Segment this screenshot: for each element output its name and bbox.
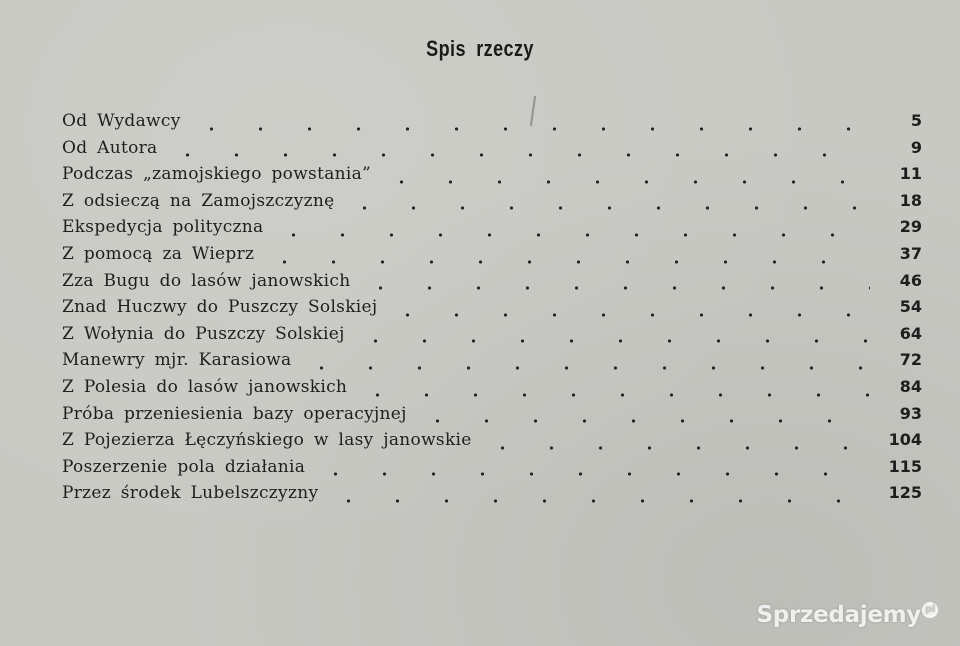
toc-entry: [62, 454, 922, 481]
toc-entry: [62, 241, 922, 268]
toc-dot-leader: [356, 271, 870, 291]
toc-entry-title: Z Wołynia do Puszczy Solskiej: [62, 323, 345, 344]
toc-page-number: 37: [899, 243, 922, 263]
toc-dot-leader: [413, 404, 870, 424]
toc-entry: [62, 268, 922, 295]
toc-page-number: 84: [899, 376, 922, 396]
toc-page-number: 29: [899, 217, 922, 237]
toc-entry-title: Z pomocą za Wieprz: [62, 243, 255, 264]
toc-dot-leader: [163, 138, 870, 158]
toc-dot-leader: [353, 378, 870, 398]
watermark-badge: pl: [922, 602, 938, 618]
toc-entry-title: Podczas „zamojskiego powstania”: [62, 164, 372, 185]
toc-entry-title: Z Pojezierza Łęczyńskiego w lasy janowskie: [62, 430, 472, 451]
toc-dot-leader: [377, 165, 870, 185]
toc-entry: [62, 347, 922, 374]
toc-entry-title: Z odsieczą na Zamojszczyznę: [62, 190, 335, 211]
toc-entry: [62, 214, 922, 241]
toc-entry-title: Od Wydawcy: [62, 111, 181, 131]
toc-page-number: 46: [899, 270, 922, 290]
toc-entry-title: Znad Huczwy do Puszczy Solskiej: [62, 297, 378, 318]
table-of-contents: [62, 108, 922, 507]
toc-entry-title: Od Autora: [62, 137, 158, 158]
page-title: Spis rzeczy: [426, 36, 534, 61]
toc-entry-title: Przez środek Lubelszczyzny: [62, 483, 319, 504]
toc-page-number: 125: [888, 483, 922, 503]
toc-dot-leader: [340, 191, 870, 211]
toc-page-number: 54: [899, 297, 922, 317]
toc-entry: [62, 135, 922, 162]
toc-entry: [62, 321, 922, 348]
toc-entry-title: Zza Bugu do lasów janowskich: [62, 270, 351, 291]
toc-dot-leader: [311, 457, 870, 477]
toc-page-number: 72: [899, 350, 922, 370]
toc-dot-leader: [351, 324, 870, 344]
toc-entry: [62, 374, 922, 401]
toc-entry: [62, 108, 922, 135]
toc-dot-leader: [383, 298, 870, 318]
toc-dot-leader: [269, 218, 870, 238]
watermark-logo: [757, 602, 938, 628]
toc-entry: [62, 401, 922, 428]
toc-entry-title: Z Polesia do lasów janowskich: [62, 376, 348, 397]
toc-entry: [62, 188, 922, 215]
toc-page-number: 18: [899, 190, 922, 210]
toc-entry: [62, 294, 922, 321]
toc-dot-leader: [187, 112, 870, 132]
toc-dot-leader: [324, 484, 870, 504]
toc-page-number: 104: [888, 430, 922, 450]
toc-entry: [62, 427, 922, 454]
toc-entry-title: Manewry mjr. Karasiowa: [62, 350, 292, 371]
toc-dot-leader: [478, 431, 870, 451]
toc-entry: [62, 480, 922, 507]
toc-dot-leader: [297, 351, 870, 371]
toc-page-number: 11: [899, 164, 922, 184]
watermark-text: Sprzedajemy: [756, 602, 921, 628]
toc-page-number: 9: [910, 137, 922, 157]
toc-page-number: 5: [910, 111, 922, 130]
toc-page-number: 93: [899, 403, 922, 423]
toc-entry-title: Ekspedycja polityczna: [62, 217, 264, 238]
toc-entry-title: Poszerzenie pola działania: [62, 456, 306, 477]
toc-page-number: 115: [888, 456, 922, 476]
toc-page-number: 64: [899, 323, 922, 343]
toc-entry-title: Próba przeniesienia bazy operacyjnej: [62, 403, 407, 424]
toc-dot-leader: [260, 245, 870, 265]
toc-entry: [62, 161, 922, 188]
